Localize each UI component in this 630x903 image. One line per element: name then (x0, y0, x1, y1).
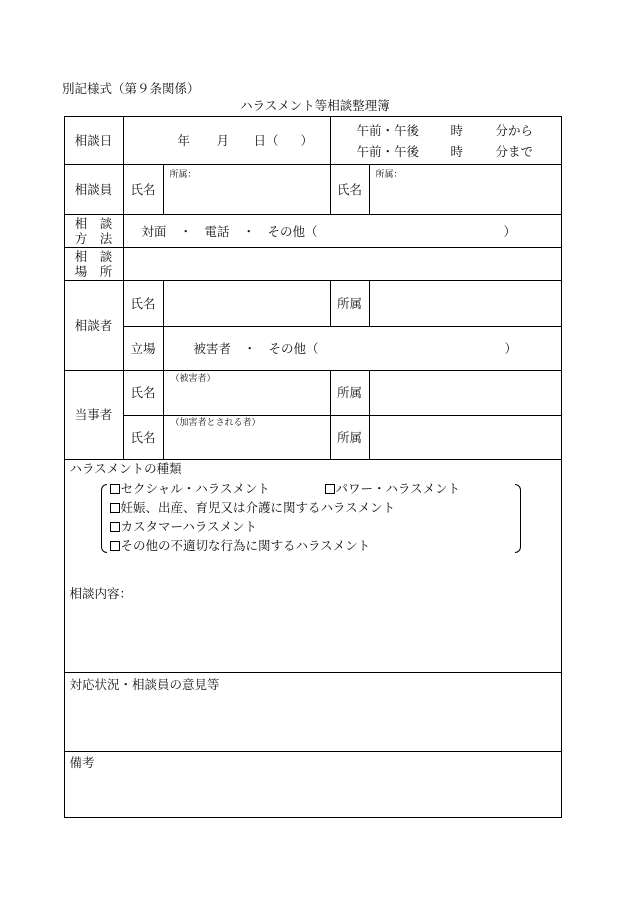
column-rule (163, 165, 164, 214)
harassment-option-sexual: セクシャル・ハラスメント (120, 481, 270, 496)
response-row (65, 673, 561, 752)
checkbox-icon (110, 484, 120, 494)
form-title: ハラスメント等相談整理簿 (240, 98, 390, 113)
harassment-option-other: その他の不適切な行為に関するハラスメント (120, 538, 371, 553)
method-option-in-person: 対面 (141, 224, 167, 239)
method-other-close-paren: ） (503, 224, 517, 239)
position-option-other: その他（ (268, 340, 319, 356)
consultation-record-table (64, 116, 562, 818)
consultation-content-label: 相談内容： (69, 586, 133, 601)
consultation-date-row (65, 117, 561, 165)
start-ampm: 午前・午後 (356, 123, 420, 138)
counselor-name-label: 氏名 (130, 181, 156, 197)
end-ampm: 午前・午後 (356, 144, 420, 159)
consultant-row (65, 281, 561, 371)
method-label-line: 方 法 (74, 230, 113, 246)
weekday-close-paren: ） (300, 133, 314, 148)
counselor-label: 相談員 (74, 181, 113, 197)
column-rule (123, 117, 124, 164)
year-unit: 年 (177, 133, 191, 148)
place-label-line: 相 談 (74, 248, 113, 264)
end-minute-suffix: 分まで (495, 144, 534, 159)
parties-label: 当事者 (74, 407, 113, 422)
victim-name-label: 氏名 (130, 385, 156, 400)
subrow-rule (123, 326, 561, 327)
remarks-row (65, 752, 561, 817)
consultant-name-label: 氏名 (130, 295, 156, 311)
consultation-place-label (65, 248, 123, 280)
month-unit: 月 (216, 133, 230, 148)
counselor-name-label: 氏名 (336, 181, 362, 197)
day-unit: 日（ (253, 133, 279, 148)
consultation-method-row (65, 215, 561, 248)
checkbox-icon (110, 522, 120, 532)
place-label-line: 場 所 (74, 263, 113, 279)
column-rule (369, 165, 370, 214)
method-option-phone: 電話 (204, 224, 230, 239)
column-rule (123, 215, 124, 247)
form-reference: 別記様式（第９条関係） (62, 81, 200, 96)
column-rule (123, 248, 124, 280)
method-option-other: その他（ (267, 224, 318, 239)
harassment-option-power: パワー・ハラスメント (335, 481, 461, 496)
column-rule (369, 281, 370, 326)
remarks-label: 備考 (69, 755, 95, 770)
column-rule (330, 117, 331, 164)
counselor-row (65, 165, 561, 215)
victim-role-note: （被害者） (170, 374, 216, 384)
left-bracket (101, 484, 107, 553)
start-hour-unit: 時 (450, 123, 464, 138)
parties-row (65, 371, 561, 460)
accused-name-label: 氏名 (130, 429, 156, 445)
harassment-types-row (65, 460, 561, 673)
counselor-affiliation-label: 所属： (375, 170, 403, 180)
response-label: 対応状況・相談員の意見等 (69, 677, 220, 692)
end-hour-unit: 時 (450, 144, 464, 159)
position-other-close-paren: ） (504, 340, 518, 356)
start-minute-suffix: 分から (495, 123, 534, 138)
checkbox-icon (110, 503, 120, 513)
consultant-label: 相談者 (74, 317, 113, 333)
accused-role-note: （加害者とされる者） (170, 418, 261, 428)
checkbox-icon (110, 541, 120, 551)
harassment-types-heading: ハラスメントの種類 (69, 461, 182, 476)
right-bracket (515, 484, 521, 553)
consultant-position-label: 立場 (130, 340, 156, 356)
option-separator: ・ (242, 224, 256, 239)
option-separator: ・ (179, 224, 193, 239)
method-label-line: 相 談 (74, 215, 113, 231)
victim-affiliation-label: 所属 (336, 385, 362, 400)
consultation-date-label: 相談日 (74, 132, 113, 148)
position-option-victim: 被害者 (193, 340, 232, 356)
counselor-affiliation-label: 所属： (169, 170, 197, 180)
option-separator: ・ (243, 340, 257, 356)
consultant-affiliation-label: 所属 (336, 295, 362, 311)
accused-affiliation-label: 所属 (336, 429, 362, 445)
harassment-option-customer: カスタマーハラスメント (120, 519, 258, 534)
consultation-place-row (65, 248, 561, 281)
harassment-option-maternity: 妊娠、出産、育児又は介護に関するハラスメント (120, 500, 396, 515)
consultation-method-label (65, 215, 123, 247)
checkbox-icon (325, 484, 335, 494)
